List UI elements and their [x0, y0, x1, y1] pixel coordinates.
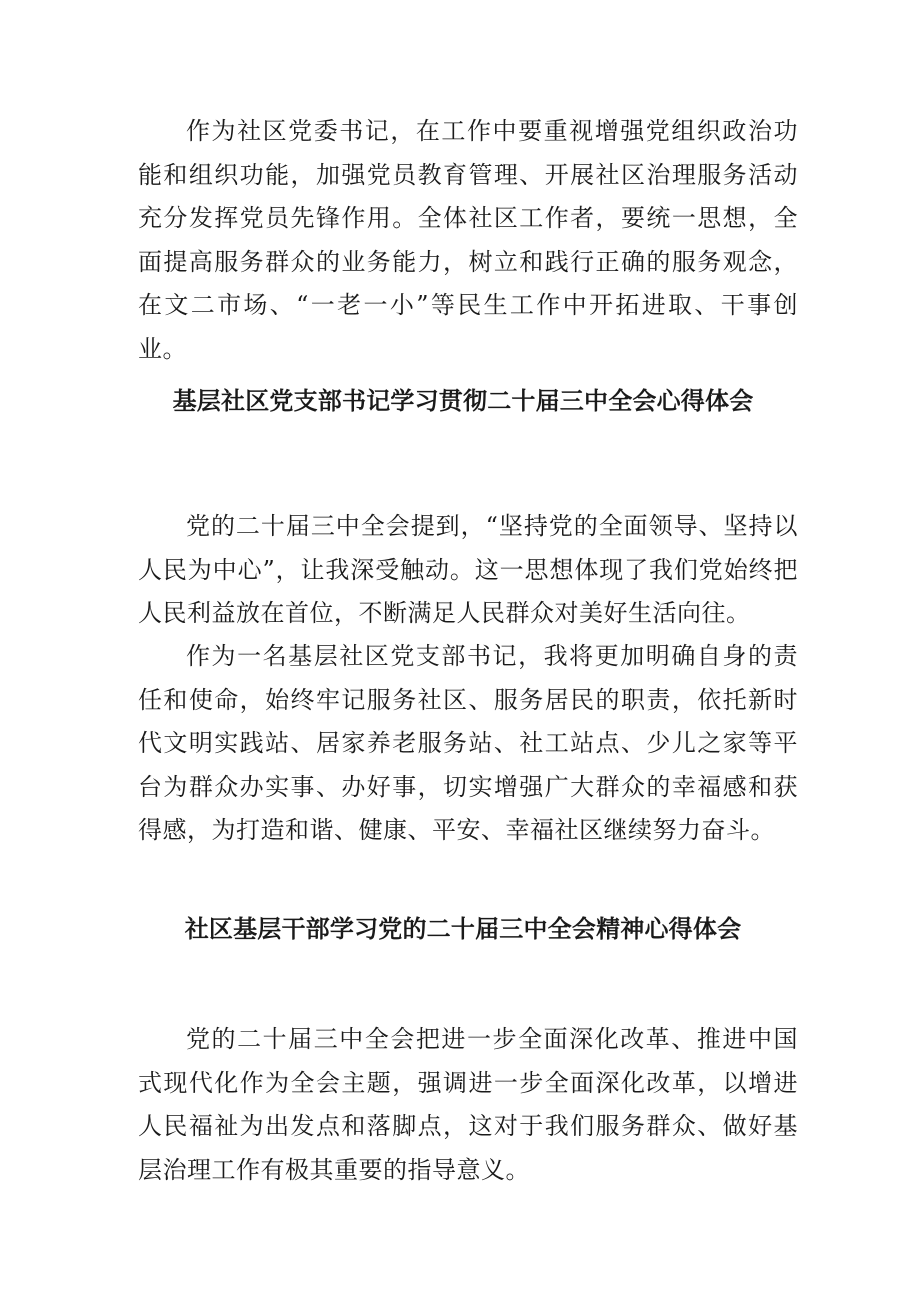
section-heading: 社区基层干部学习党的二十届三中全会精神心得体会 [184, 915, 742, 943]
body-paragraph: 作为社区党委书记，在工作中要重视增强党组织政治功能和组织功能，加强党员教育管理、开展社区治理服务活动充分发挥党员先锋作用。全体社区工作者，要统一思想，全面提高服务群众的业务能力，树立和践行正确的服务观念，在文二市场、“一老一小”等民生工作中开拓进取、干事创业。 [138, 117, 798, 363]
body-paragraph: 党的二十届三中全会提到，“坚持党的全面领导、坚持以人民为中心”，让我深受触动。这一思想体现了我们党始终把人民利益放在首位，不断满足人民群众对美好生活向往。 [138, 512, 798, 627]
section-heading: 基层社区党支部书记学习贯彻二十届三中全会心得体会 [172, 387, 754, 415]
body-paragraph: 作为一名基层社区党支部书记，我将更加明确自身的责任和使命，始终牢记服务社区、服务居民的职责，依托新时代文明实践站、居家养老服务站、社工站点、少儿之家等平台为群众办实事、办好事，切实增强广大群众的幸福感和获得感，为打造和谐、健康、平安、幸福社区继续努力奋斗。 [138, 642, 798, 844]
body-paragraph: 党的二十届三中全会把进一步全面深化改革、推进中国式现代化作为全会主题，强调进一步全面深化改革，以增进人民福祉为出发点和落脚点，这对于我们服务群众、做好基层治理工作有极其重要的指导意义。 [138, 1025, 798, 1184]
